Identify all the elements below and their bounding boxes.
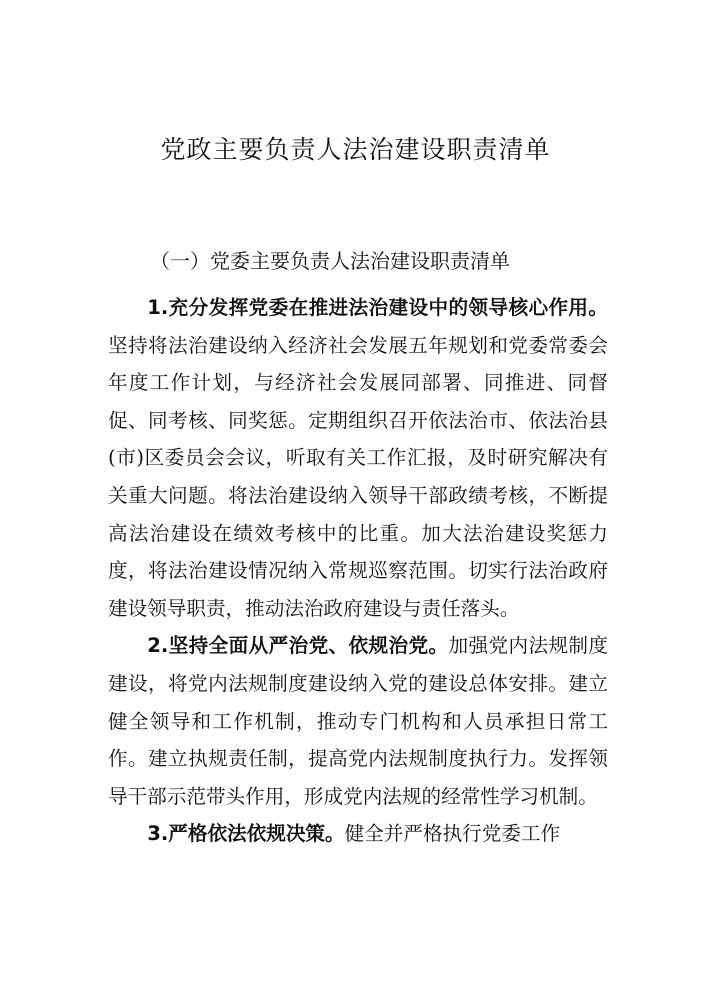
section-heading: （一）党委主要负责人法治建设职责清单 [150, 249, 510, 273]
paragraph-3 [108, 815, 608, 853]
document-body [108, 289, 608, 853]
paragraph-3-text: 健全并严格执行党委工作 [344, 822, 561, 846]
document-title: 党政主要负责人法治建设职责清单 [160, 135, 551, 164]
paragraph-2-lead: 2.坚持全面从严治党、依规治党。 [147, 634, 449, 658]
paragraph-3-lead: 3.严格依法依规决策。 [147, 822, 345, 846]
paragraph-2 [108, 627, 608, 815]
paragraph-1-text: 坚持将法治建设纳入经济社会发展五年规划和党委常委会年度工作计划，与经济社会发展同部署、同推进、同督促、同考核、同奖惩。定期组织召开依法治市、依法治县(市)区委员会会议，听取有关工作汇报，及时研究解决有关重大问题。将法治建设纳入领导干部政绩考核，不断提高法治建设在绩效考核中的比重。加大法治建设奖惩力度，将法治建设情况纳入常规巡察范围。切实行法治政府建设领导职责，推动法治政府建设与责任落头。 [108, 333, 608, 620]
paragraph-1-lead: 1.充分发挥党委在推进法治建设中的领导核心作用。 [147, 296, 608, 319]
paragraph-1 [108, 289, 608, 627]
paragraph-2-text: 加强党内法规制度建设，将党内法规制度建设纳入党的建设总体安排。建立健全领导和工作机制，推动专门机构和人员承担日常工作。建立执规责任制，提高党内法规制度执行力。发挥领导干部示范带头作用，形成党内法规的经常性学习机制。 [108, 634, 609, 808]
